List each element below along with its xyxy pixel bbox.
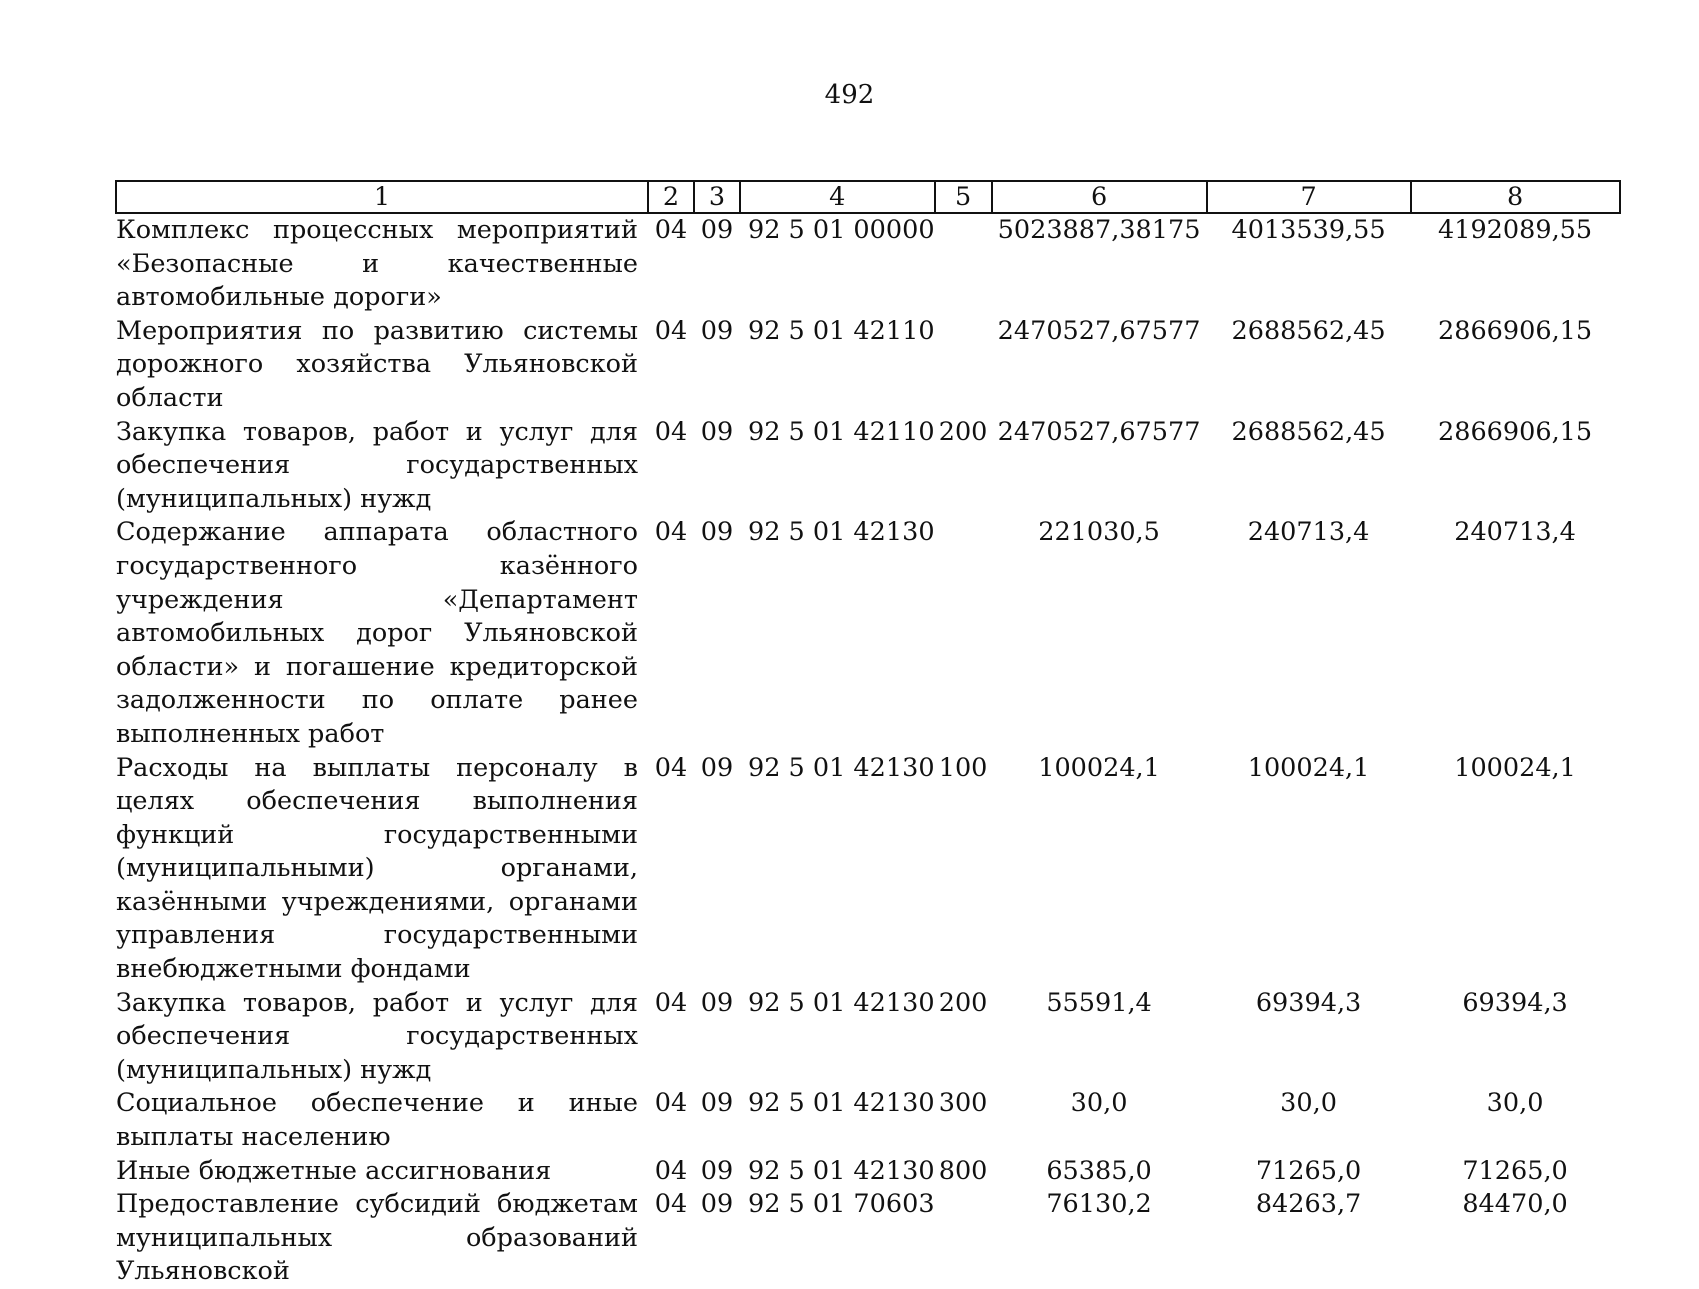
section-code: 04 <box>654 987 688 1018</box>
section-code: 04 <box>654 215 688 245</box>
column-header: 5 <box>935 181 992 213</box>
table-row <box>116 987 1620 1088</box>
column-header: 3 <box>694 181 740 213</box>
amount-col-7: 2688562,45 <box>1231 315 1386 346</box>
table-row <box>116 1188 1620 1289</box>
amount-col-7: 69394,3 <box>1255 987 1362 1018</box>
expense-type-code: 100 <box>938 752 988 783</box>
row-description: Содержание аппарата областного государственного казённого учреждения «Департамент автомобильных дорог Ульяновской области» и погашение кредиторской задолженности по оплате ранее выполненных работ <box>116 517 638 749</box>
amount-col-6: 100024,1 <box>1038 752 1160 783</box>
table-row <box>116 315 1620 416</box>
amount-col-8: 4192089,55 <box>1438 215 1593 245</box>
target-article-code: 92 5 01 42130 <box>748 752 935 783</box>
target-article-code: 92 5 01 42130 <box>748 1088 935 1119</box>
row-description: Расходы на выплаты персоналу в целях обеспечения выполнения функций государственными (муниципальными) органами, казёнными учреждениями, органами управления государственными внебюджетными фондами <box>116 752 638 985</box>
amount-col-6: 5023887,38175 <box>997 215 1201 245</box>
amount-col-8: 240713,4 <box>1454 517 1576 548</box>
amount-col-7: 100024,1 <box>1247 752 1370 783</box>
row-description: Закупка товаров, работ и услуг для обеспечения государственных (муниципальных) нужд <box>116 416 638 514</box>
subsection-code: 09 <box>700 1155 734 1186</box>
section-code: 04 <box>654 1189 688 1220</box>
target-article-code: 92 5 01 70603 <box>748 1189 935 1220</box>
subsection-code: 09 <box>700 1088 734 1119</box>
table-row <box>116 213 1620 315</box>
table-row <box>116 1155 1620 1189</box>
amount-col-8: 69394,3 <box>1462 987 1568 1018</box>
row-description: Иные бюджетные ассигнования <box>116 1155 552 1186</box>
section-code: 04 <box>654 315 688 346</box>
target-article-code: 92 5 01 00000 <box>748 215 935 245</box>
expense-type-code <box>935 1188 992 1289</box>
row-description: Комплекс процессных мероприятий «Безопасные и качественные автомобильные дороги» <box>116 215 638 313</box>
target-article-code: 92 5 01 42130 <box>748 1155 935 1186</box>
column-header: 6 <box>992 181 1207 213</box>
amount-col-7: 240713,4 <box>1247 517 1370 548</box>
section-code: 04 <box>654 752 688 783</box>
expense-type-code <box>935 213 992 315</box>
row-description: Социальное обеспечение и иные выплаты населению <box>116 1088 638 1153</box>
table-row <box>116 416 1620 517</box>
expense-type-code: 300 <box>938 1088 988 1119</box>
amount-col-6: 221030,5 <box>1038 517 1160 548</box>
subsection-code: 09 <box>700 315 734 346</box>
budget-table <box>115 180 1621 1289</box>
expense-type-code <box>935 315 992 416</box>
expense-type-code <box>935 516 992 751</box>
amount-col-7: 84263,7 <box>1255 1189 1362 1220</box>
section-code: 04 <box>654 1088 688 1119</box>
section-code: 04 <box>654 416 688 447</box>
amount-col-8: 2866906,15 <box>1438 315 1593 346</box>
amount-col-6: 65385,0 <box>1046 1155 1152 1186</box>
section-code: 04 <box>654 517 688 548</box>
amount-col-8: 84470,0 <box>1462 1189 1568 1220</box>
row-description: Мероприятия по развитию системы дорожного хозяйства Ульяновской области <box>116 315 638 413</box>
amount-col-7: 71265,0 <box>1255 1155 1362 1186</box>
row-description: Закупка товаров, работ и услуг для обеспечения государственных (муниципальных) нужд <box>116 987 638 1085</box>
amount-col-8: 100024,1 <box>1454 752 1576 783</box>
row-description: Предоставление субсидий бюджетам муниципальных образований Ульяновской <box>116 1189 638 1287</box>
column-header: 4 <box>740 181 935 213</box>
amount-col-6: 55591,4 <box>1046 987 1152 1018</box>
amount-col-7: 4013539,55 <box>1231 215 1386 245</box>
column-header: 1 <box>116 181 648 213</box>
section-code: 04 <box>654 1155 688 1186</box>
expense-type-code: 200 <box>938 987 988 1018</box>
amount-col-8: 2866906,15 <box>1438 416 1593 447</box>
table-row <box>116 1087 1620 1154</box>
subsection-code: 09 <box>700 752 734 783</box>
amount-col-8: 71265,0 <box>1462 1155 1568 1186</box>
amount-col-6: 2470527,67577 <box>997 315 1201 346</box>
subsection-code: 09 <box>700 416 734 447</box>
target-article-code: 92 5 01 42110 <box>748 315 935 346</box>
expense-type-code: 800 <box>938 1155 988 1186</box>
table-row <box>116 752 1620 987</box>
target-article-code: 92 5 01 42130 <box>748 987 935 1018</box>
table-row <box>116 516 1620 751</box>
expense-type-code: 200 <box>938 416 988 447</box>
amount-col-6: 30,0 <box>1070 1088 1128 1119</box>
table-header-row <box>116 181 1620 213</box>
amount-col-6: 2470527,67577 <box>997 416 1201 447</box>
column-header: 2 <box>648 181 694 213</box>
amount-col-6: 76130,2 <box>1046 1189 1152 1220</box>
target-article-code: 92 5 01 42130 <box>748 517 935 548</box>
amount-col-8: 30,0 <box>1486 1088 1544 1119</box>
subsection-code: 09 <box>700 215 734 245</box>
column-header: 7 <box>1207 181 1411 213</box>
amount-col-7: 2688562,45 <box>1231 416 1386 447</box>
amount-col-7: 30,0 <box>1280 1088 1337 1119</box>
page-number: 492 <box>824 80 875 110</box>
target-article-code: 92 5 01 42110 <box>748 416 935 447</box>
subsection-code: 09 <box>700 517 734 548</box>
column-header: 8 <box>1411 181 1620 213</box>
subsection-code: 09 <box>700 987 734 1018</box>
subsection-code: 09 <box>700 1189 734 1220</box>
